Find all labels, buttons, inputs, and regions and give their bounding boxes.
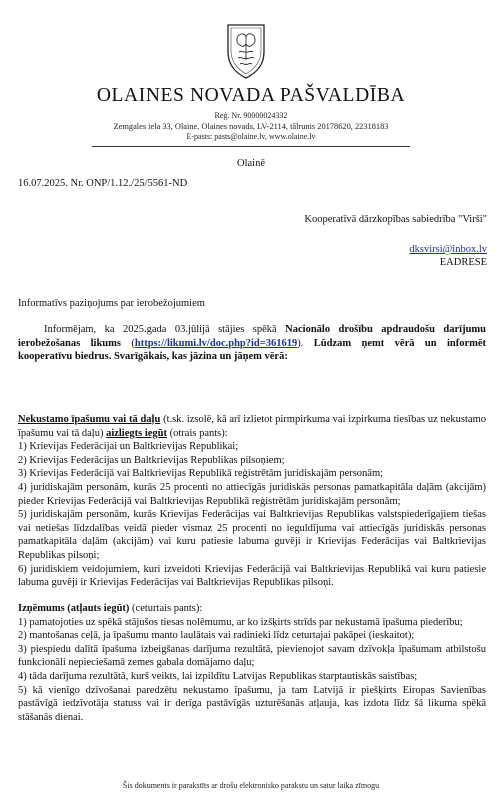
list-item: 4) tāda darījuma rezultātā, kurš veikts, lai izpildītu Latvijas Republikas starptautiskās saistības; (18, 670, 418, 682)
intro-paren-open: ( (120, 337, 135, 349)
recipient-email-link[interactable]: dksvirsi@inbox.lv (409, 244, 487, 255)
header-divider (92, 146, 410, 147)
law-link[interactable]: https://likumi.lv/doc.php?id=361619 (134, 337, 298, 349)
issue-place: Olainē (237, 158, 265, 169)
organization-contacts: E-pasts: pasts@olaine.lv, www.olaine.lv (186, 132, 316, 141)
organization-address: Zemgales iela 33, Olaine, Olaines novads, LV-2114, tālrunis 20178620, 22318183 (113, 122, 389, 131)
document-subject: Informatīvs paziņojums par ierobežojumiem (18, 298, 205, 309)
list-item: 1) Krievijas Federācijai un Baltkrievijas Republikai; (18, 441, 239, 453)
list-item: 2) mantošanas ceļā, ja īpašumu manto laulātais vai radinieki līdz ceturtajai pakāpei (ieskaitot); (18, 630, 415, 642)
recipient-name: Kooperatīvā dārzkopības sabiedrība "Virši" (304, 214, 487, 225)
list-item: 2) Krievijas Federācijas un Baltkrievijas Republikas pilsoņiem; (18, 454, 285, 466)
exceptions-section (18, 602, 486, 724)
list-item: 3) piespiedu dalītā īpašuma izbeigšanas darījuma rezultātā, pievienojot savam dzīvokļa īpašumam atbilstošu funkcionāli nepieciešamā zemes gabala domājamo daļu; (18, 643, 486, 669)
recipient-channel: EADRESE (439, 257, 487, 268)
registration-number: Reģ. Nr. 90000024332 (214, 111, 288, 120)
list-item: 5) juridiskajām personām, kurās Krievijas Federācijas vai Baltkrievijas Republikas valstspiederīgajiem tiešas vai netiešas līdzdalības veidā pieder vismaz 25 procenti no ieguldījuma vai attiecīgās juridiskās personas pamatkapitāla daļām (akcijām) vai kuru patiesie labuma guvēji ir Krievijas Federācijas vai Baltkrievijas Republikas pilsoņi; (18, 509, 486, 561)
document-date-number: 16.07.2025. Nr. ONP/1.12./25/5561-ND (18, 178, 188, 189)
exceptions-intro (18, 602, 486, 616)
exceptions-article: (ceturtais pants): (129, 603, 203, 614)
prohibition-intro (18, 413, 486, 440)
list-item: 3) Krievijas Federācijā vai Baltkrievijas Republikā reģistrētām juridiskajām personām; (18, 468, 384, 480)
signature-note: Šis dokuments ir parakstīts ar drošu elektronisko parakstu un satur laika zīmogu (122, 781, 380, 790)
list-item: 1) pamatojoties uz spēkā stājušos tiesas nolēmumu, ar ko izšķirts strīds par nekustamā īpašuma piederību; (18, 616, 463, 628)
list-item: 6) juridiskiem veidojumiem, kuri izveidoti Krievijas Federācijā vai Baltkrievijas Republikā vai kuru patiesie labuma guvēji ir Krievijas Federācijas vai Baltkrievijas Republikas pilsoņi. (18, 563, 486, 589)
organization-name: OLAINES NOVADA PAŠVALDĪBA (96, 85, 406, 106)
intro-paren-close: ). (297, 337, 314, 349)
list-item: 4) juridiskajām personām, kurās 25 procenti no attiecīgās juridiskās personas pamatkapitāla daļām (akcijām) pieder Krievijas Federācijā vai Baltkrievijas Republikā reģistrētām juridiskajām personām; (18, 481, 486, 507)
prohibition-scope: (t.sk. izsolē, kā arī izlietot pirmpirkuma vai izpirkuma tiesības uz nekustamo īpašumu vai tā daļu) (18, 414, 487, 439)
prohibition-article: (otrais pants): (167, 427, 228, 439)
prohibited-label: aizliegts iegūt (106, 427, 168, 439)
law-name: Nacionālo drošību apdraudošu darījumu ierobežošanas likums (18, 324, 486, 349)
prohibition-section (18, 413, 486, 590)
exceptions-heading: Izņēmums (atļauts iegūt) (18, 603, 130, 614)
intro-paragraph (18, 323, 486, 364)
coat-of-arms-icon (224, 22, 268, 80)
list-item: 5) kā vienīgo dzīvošanai paredzētu nekustamo īpašumu, ja tam Latvijā ir piešķirts Eiropas Savienības pastāvīgā iedzīvotāja statuss vai ir derīga pastāvīgās uzturēšanās atļauja, kas izdota līdz šā likuma spēkā stāšanās dienai. (18, 684, 486, 723)
intro-text: Informējam, ka 2025.gada 03.jūlijā stājies spēkā (44, 324, 286, 335)
prohibition-heading: Nekustamo īpašumu vai tā daļu (18, 414, 161, 425)
intro-request: Lūdzam ņemt vērā un informēt kooperatīvu biedrus. Svarīgākais, kas jāzina un jāņem vērā: (18, 337, 487, 363)
